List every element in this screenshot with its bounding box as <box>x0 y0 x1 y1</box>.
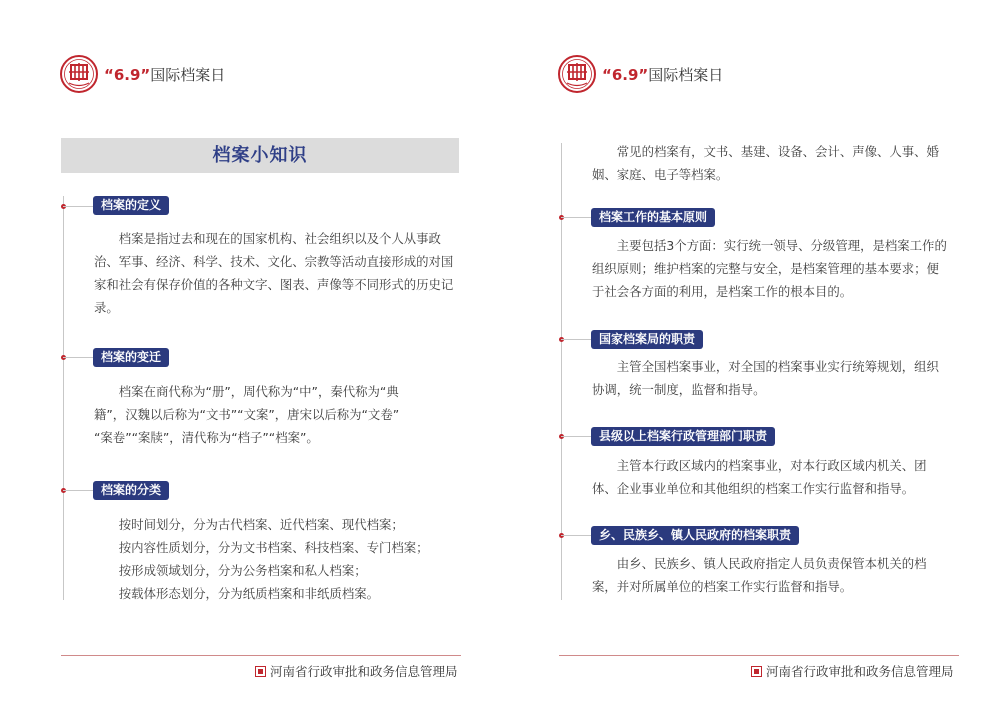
header-date: “6.9” <box>602 66 649 84</box>
section-text-national-bureau: 主管全国档案事业，对全国的档案事业实行统筹规划，组织 协调，统一制度，监督和指导。 <box>592 359 939 397</box>
timeline-line <box>561 143 562 600</box>
section-text-county-dept: 主管本行政区域内的档案事业，对本行政区域内机关、团 体、企业事业单位和其他组织的档案工作实行监督和指导。 <box>592 458 927 496</box>
footer <box>255 662 458 680</box>
header <box>602 64 723 85</box>
square-bullet-icon <box>255 666 266 677</box>
header-date: “6.9” <box>104 66 151 84</box>
section-text-classification: 按时间划分，分为古代档案、近代档案、现代档案； 按内容性质划分，分为文书档案、科技档案、专门档案； 按形成领域划分，分为公务档案和私人档案； 按载体形态划分，分为纸质档案和非纸质档案。 <box>118 517 429 601</box>
archive-day-logo-icon <box>558 55 596 93</box>
connector-line <box>561 339 591 340</box>
footer-org: 河南省行政审批和政务信息管理局 <box>766 664 954 679</box>
section-badge-principles: 档案工作的基本原则 <box>591 208 715 227</box>
header-title: 国际档案日 <box>150 66 226 84</box>
right-page <box>500 0 1000 708</box>
square-bullet-icon <box>751 666 762 677</box>
section-text-township: 由乡、民族乡、镇人民政府指定人员负责保管本机关的档 案，并对所属单位的档案工作实行监督和指导。 <box>592 556 927 594</box>
section-badge-definition: 档案的定义 <box>93 196 169 215</box>
connector-line <box>63 490 93 491</box>
connector-line <box>561 535 591 536</box>
footer-org: 河南省行政审批和政务信息管理局 <box>270 664 458 679</box>
connector-line <box>63 357 93 358</box>
section-badge-national-bureau: 国家档案局的职责 <box>591 330 703 349</box>
connector-line <box>63 206 93 207</box>
section-badge-classification: 档案的分类 <box>93 481 169 500</box>
header <box>104 64 225 85</box>
connector-line <box>561 217 591 218</box>
connector-line <box>561 436 591 437</box>
footer <box>751 662 954 680</box>
timeline-line <box>63 196 64 600</box>
page-title: 档案小知识 <box>61 138 459 173</box>
intro-text: 常见的档案有，文书、基建、设备、会计、声像、人事、婚 姻、家庭、电子等档案。 <box>592 144 939 182</box>
footer-divider <box>61 655 461 656</box>
archive-day-logo-icon <box>60 55 98 93</box>
section-text-definition: 档案是指过去和现在的国家机构、社会组织以及个人从事政 治、军事、经济、科学、技术、文化、宗教等活动直接形成的对国 家和社会有保存价值的各种文字、图表、声像等不同形式的历史记 录。 <box>94 231 454 315</box>
section-badge-township: 乡、民族乡、镇人民政府的档案职责 <box>591 526 799 545</box>
footer-divider <box>559 655 959 656</box>
header-title: 国际档案日 <box>648 66 724 84</box>
section-text-principles: 主要包括3个方面：实行统一领导、分级管理，是档案工作的 组织原则；维护档案的完整与安全，是档案管理的基本要求；便 于社会各方面的利用，是档案工作的根本目的。 <box>592 238 947 299</box>
section-text-evolution: 档案在商代称为“册”，周代称为“中”，秦代称为“典 籍”，汉魏以后称为“文书”“文案”，唐宋以后称为“文卷” “案卷”“案牍”，清代称为“档子”“档案”。 <box>94 384 400 445</box>
section-badge-county-dept: 县级以上档案行政管理部门职责 <box>591 427 775 446</box>
section-badge-evolution: 档案的变迁 <box>93 348 169 367</box>
